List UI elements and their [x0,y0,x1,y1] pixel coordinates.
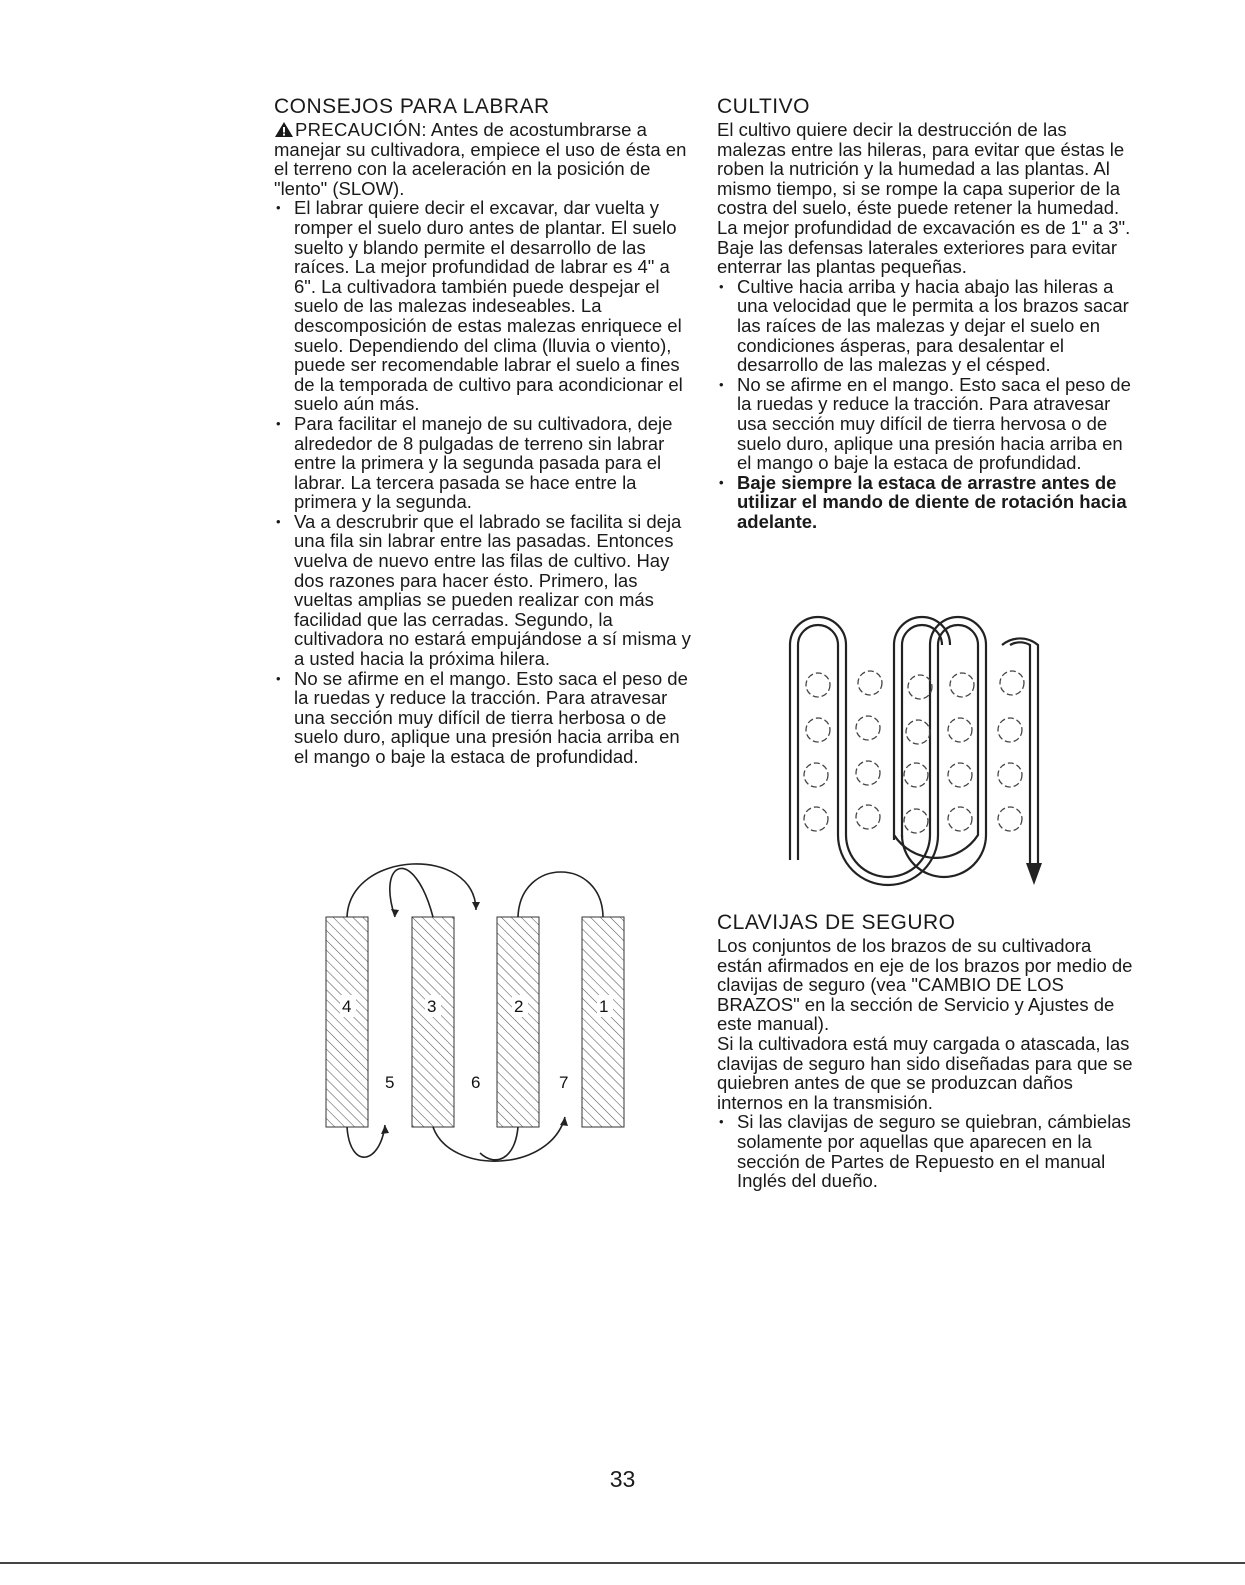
pass-label-2: 2 [514,997,524,1016]
cultivation-paragraph: El cultivo quiere decir la destrucción de las malezas entre las hileras, para evitar que éstas le roben la nutrición y la humedad a las plantas. Al mismo tiempo, si se rompe la capa superior de la costra del suelo, éste puede retener la humedad. La mejor profundidad de excavación es de 1" a 3". Baje las defensas laterales exteriores para evitar enterrar las plantas pequeñas. [717,119,1131,278]
tilled-strips [326,917,624,1127]
left-column [274,96,692,767]
pass-label-5: 5 [385,1073,395,1092]
shear-pins-section [717,912,1137,1191]
list-item: • Baje siempre la estaca de arrastre antes de utilizar el mando de diente de rotación hacia adelante. [717,473,1137,532]
cultivation-path [790,617,1038,885]
warning-triangle-icon [274,121,294,138]
cultivation-list [717,277,1137,532]
right-column [717,96,1137,531]
caution-paragraph [274,120,692,198]
shear-pins-paragraph-1: Los conjuntos de los brazos de su cultivadora están afirmados en eje de los brazos por medio de clavijas de seguro (vea "CAMBIO DE LOS BRAZOS" en la sección de Servicio y Ajustes de este manual). [717,935,1133,1035]
list-item: • Si las clavijas de seguro se quiebran, cámbielas solamente por aquellas que aparecen en la sección de Partes de Repuesto en el manual Inglés del dueño. [717,1112,1137,1190]
pass-label-6: 6 [471,1073,481,1092]
tilling-tips-heading: CONSEJOS PARA LABRAR [274,95,550,118]
pass-label-7: 7 [559,1073,569,1092]
pass-label-3: 3 [427,997,437,1016]
caution-text: Antes de acostumbrarse a manejar su cultivadora, empiece el uso de ésta en el terreno con la aceleración en la posición de "lento" (SLOW). [274,119,687,199]
list-item: • Para facilitar el manejo de su cultivadora, deje alrededor de 8 pulgadas de terreno sin labrar entre la primera y la segunda pasada para el labrar. La tercera pasada se hace entre la primera y la segunda. [274,414,692,512]
tilling-pattern-diagram [310,855,655,1170]
list-item: • No se afirme en el mango. Esto saca el peso de la ruedas y reduce la tracción. Para atravesar una sección muy difícil de tierra herbosa o de suelo duro, aplique una presión hacia arriba en el mango o baje la estaca de profundidad. [274,669,692,767]
shear-pins-paragraph-2: Si la cultivadora está muy cargada o atascada, las clavijas de seguro han sido diseñadas para que se quiebren antes de que se produzcan daños internos en la transmisión. [717,1032,1133,1113]
list-item: • El labrar quiere decir el excavar, dar vuelta y romper el suelo duro antes de plantar. El suelo suelto y blando permite el desarrollo de las raíces. La mejor profundidad de labrar es 4" a 6". La cultivadora también puede despejar el suelo de las malezas indeseables. La descomposición de estas malezas enriquece el suelo. Dependiendo del clima (lluvia o viento), puede ser recomendable labrar el suelo a fines de la temporada de cultivo para acondicionar el suelo aún más. [274,198,692,414]
shear-pins-heading: CLAVIJAS DE SEGURO [717,911,956,934]
page-bottom-rule [0,1562,1245,1564]
pass-label-4: 4 [342,997,352,1016]
tilling-tips-list [274,198,692,766]
list-item: • No se afirme en el mango. Esto saca el peso de la ruedas y reduce la tracción. Para atravesar usa sección muy difícil de tierra hervosa o de suelo duro, aplique una presión hacia arriba en el mango o baje la estaca de profundidad. [717,375,1137,473]
cultivation-pattern-diagram [780,605,1055,890]
pass-arrows [347,864,603,1161]
caution-label: PRECAUCIÓN: [295,119,427,140]
pass-label-1: 1 [599,997,609,1016]
shear-pins-list [717,1112,1137,1190]
page-number: 33 [609,1466,636,1492]
cultivation-heading: CULTIVO [717,95,810,118]
list-item: • Va a descrubrir que el labrado se facilita si deja una fila sin labrar entre las pasadas. Entonces vuelva de nuevo entre las filas de cultivo. Hay dos razones para hacer ésto. Primero, las vueltas amplias se pueden realizar con más facilidad que las cerradas. Segundo, la cultivadora no estará empujándose a sí misma y a usted hacia la próxima hilera. [274,512,692,669]
list-item: • Cultive hacia arriba y hacia abajo las hileras a una velocidad que le permita a los brazos sacar las raíces de las malezas y dejar el suelo en condiciones ásperas, para desalentar el desarrollo de las malezas y el césped. [717,277,1137,375]
